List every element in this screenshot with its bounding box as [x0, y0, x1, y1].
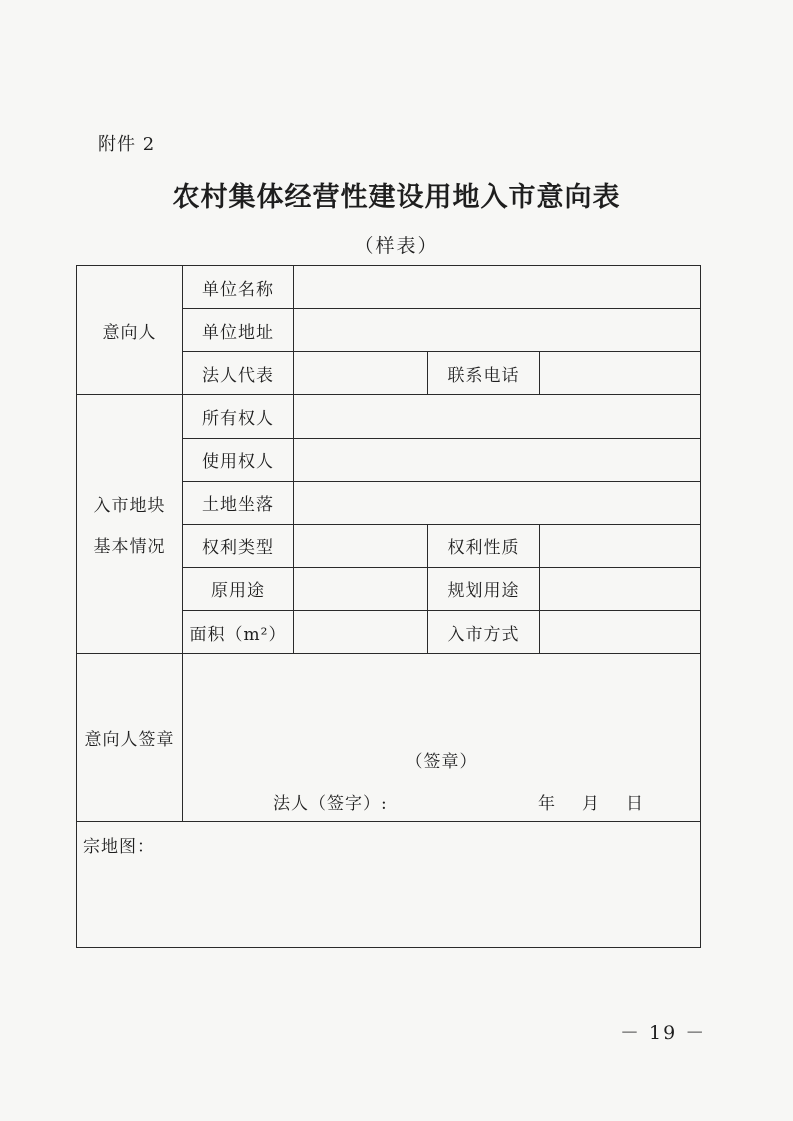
- original-use-field[interactable]: [294, 567, 428, 610]
- location-label: 土地坐落: [183, 481, 294, 524]
- right-nature-field[interactable]: [540, 524, 701, 567]
- user-field[interactable]: [294, 438, 701, 481]
- section-signature-label: 意向人签章: [77, 654, 183, 821]
- planned-use-field[interactable]: [540, 567, 701, 610]
- attachment-label: 附件 2: [98, 134, 156, 155]
- row-unit-name: [77, 266, 701, 309]
- form-title: 农村集体经营性建设用地入市意向表: [172, 182, 621, 213]
- row-signature: [77, 654, 701, 821]
- unit-address-field[interactable]: [294, 309, 701, 352]
- legal-signature-label: 法人（签字）:: [273, 794, 388, 815]
- row-owner: [77, 395, 701, 438]
- right-type-label: 权利类型: [183, 524, 294, 567]
- owner-label: 所有权人: [183, 395, 294, 438]
- legal-rep-field[interactable]: [294, 352, 428, 395]
- unit-name-field[interactable]: [294, 266, 701, 309]
- signature-area[interactable]: [183, 654, 701, 821]
- date-year-label: 年: [538, 794, 556, 815]
- user-label: 使用权人: [183, 438, 294, 481]
- section-parcel-line1: 入市地块: [93, 496, 166, 517]
- unit-address-label: 单位地址: [183, 309, 294, 352]
- parcel-map-area[interactable]: [77, 821, 701, 947]
- contact-phone-label: 联系电话: [428, 352, 540, 395]
- contact-phone-field[interactable]: [540, 352, 701, 395]
- row-parcel-map: [77, 821, 701, 947]
- date-month-label: 月: [582, 794, 600, 815]
- parcel-map-label: 宗地图：: [83, 836, 155, 857]
- unit-name-label: 单位名称: [183, 266, 294, 309]
- market-method-field[interactable]: [540, 611, 701, 654]
- section-parcel-line2: 基本情况: [93, 537, 166, 558]
- market-method-label: 入市方式: [428, 611, 540, 654]
- location-field[interactable]: [294, 481, 701, 524]
- form-subtitle: （样表）: [354, 235, 439, 257]
- date-day-label: 日: [626, 794, 644, 815]
- right-type-field[interactable]: [294, 524, 428, 567]
- original-use-label: 原用途: [183, 567, 294, 610]
- intent-form-table: [76, 265, 701, 948]
- area-field[interactable]: [294, 611, 428, 654]
- page-number: － 19 －: [620, 1022, 707, 1044]
- section-applicant-label: 意向人: [77, 266, 183, 395]
- legal-rep-label: 法人代表: [183, 352, 294, 395]
- right-nature-label: 权利性质: [428, 524, 540, 567]
- owner-field[interactable]: [294, 395, 701, 438]
- sign-date: [538, 789, 670, 814]
- seal-note: （签章）: [405, 752, 478, 773]
- planned-use-label: 规划用途: [428, 567, 540, 610]
- section-parcel-label: [77, 395, 183, 654]
- area-label: 面积（m²）: [183, 611, 294, 654]
